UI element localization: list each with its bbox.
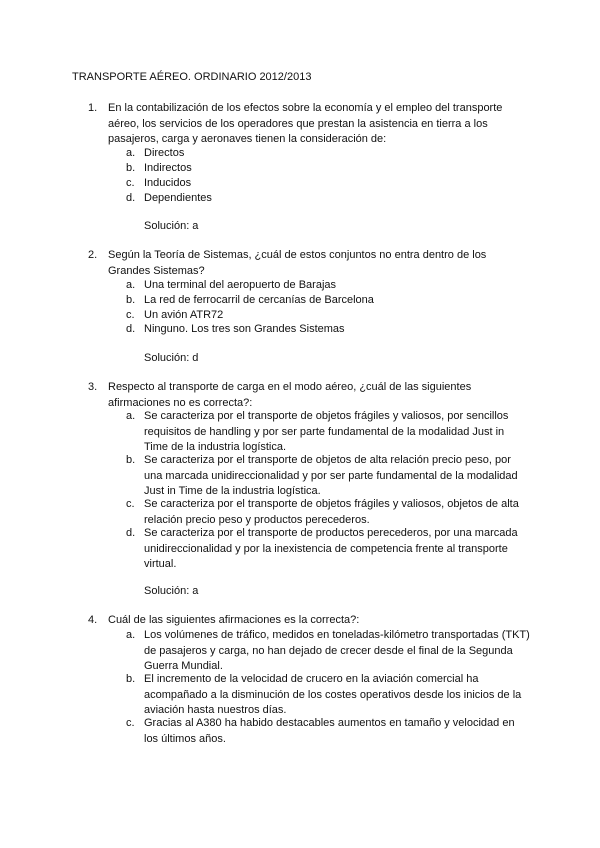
option-letter: a.: [126, 147, 136, 159]
option-text: Se caracteriza por el transporte de productos perecederos, por una marcada unidireccionalidad y por la inexistencia de competencia frente al transporte virtual.: [144, 527, 518, 570]
question-text: Según la Teoría de Sistemas, ¿cuál de estos conjuntos no entra dentro de los Grandes Sistemas?: [108, 249, 487, 277]
option-text: Se caracteriza por el transporte de objetos frágiles y valiosos, objetos de alta relación precio peso y productos perecederos.: [144, 498, 519, 526]
question-number: 4.: [88, 614, 98, 626]
option-letter: d.: [126, 323, 136, 335]
option-letter: b.: [126, 294, 136, 306]
option-letter: c.: [126, 177, 135, 189]
solution-text: Solución: a: [144, 585, 199, 597]
option-text: Inducidos: [144, 177, 192, 189]
solution-text: Solución: d: [144, 352, 199, 364]
question-text: Respecto al transporte de carga en el modo aéreo, ¿cuál de las siguientes afirmaciones no es correcta?:: [108, 381, 472, 409]
question-number: 1.: [88, 102, 98, 114]
option-text: Ninguno. Los tres son Grandes Sistemas: [144, 323, 345, 335]
question-text: Cuál de las siguientes afirmaciones es la correcta?:: [108, 614, 360, 626]
option-letter: c.: [126, 498, 135, 510]
option-text: Se caracteriza por el transporte de objetos frágiles y valiosos, por sencillos requisitos de handling y por ser parte fundamental de la modalidad Just in Time de la industria logística.: [144, 410, 509, 453]
option-text: Gracias al A380 ha habido destacables aumentos en tamaño y velocidad en los últimos años.: [144, 717, 515, 745]
page-title: TRANSPORTE AÉREO. ORDINARIO 2012/2013: [72, 71, 312, 83]
option-text: Un avión ATR72: [144, 309, 224, 321]
question-text: En la contabilización de los efectos sobre la economía y el empleo del transporte aéreo, los servicios de los operadores que prestan la asistencia en tierra a los pasajeros, carga y aeronaves tienen la consideración de:: [108, 102, 503, 145]
option-letter: d.: [126, 192, 136, 204]
option-letter: b.: [126, 454, 136, 466]
option-text: El incremento de la velocidad de crucero en la aviación comercial ha acompañado a la disminución de los costes operativos desde los inicios de la aviación hasta nuestros días.: [144, 673, 522, 716]
option-letter: a.: [126, 410, 136, 422]
option-letter: c.: [126, 309, 135, 321]
option-letter: a.: [126, 279, 136, 291]
option-text: Dependientes: [144, 192, 212, 204]
solution-text: Solución: a: [144, 220, 199, 232]
option-text: Directos: [144, 147, 185, 159]
option-text: La red de ferrocarril de cercanías de Barcelona: [144, 294, 374, 306]
option-letter: a.: [126, 629, 136, 641]
option-letter: c.: [126, 717, 135, 729]
question-number: 3.: [88, 381, 98, 393]
option-text: Se caracteriza por el transporte de objetos de alta relación precio peso, por una marcada unidireccionalidad y por ser parte fundamental de la modalidad Just in Time de la industria logística.: [144, 454, 518, 497]
option-letter: b.: [126, 162, 136, 174]
option-letter: d.: [126, 527, 136, 539]
option-text: Una terminal del aeropuerto de Barajas: [144, 279, 337, 291]
question-number: 2.: [88, 249, 98, 261]
option-text: Indirectos: [144, 162, 192, 174]
option-letter: b.: [126, 673, 136, 685]
option-text: Los volúmenes de tráfico, medidos en toneladas-kilómetro transportadas (TKT) de pasajeros y carga, no han dejado de crecer desde el final de la Segunda Guerra Mundial.: [144, 629, 530, 672]
